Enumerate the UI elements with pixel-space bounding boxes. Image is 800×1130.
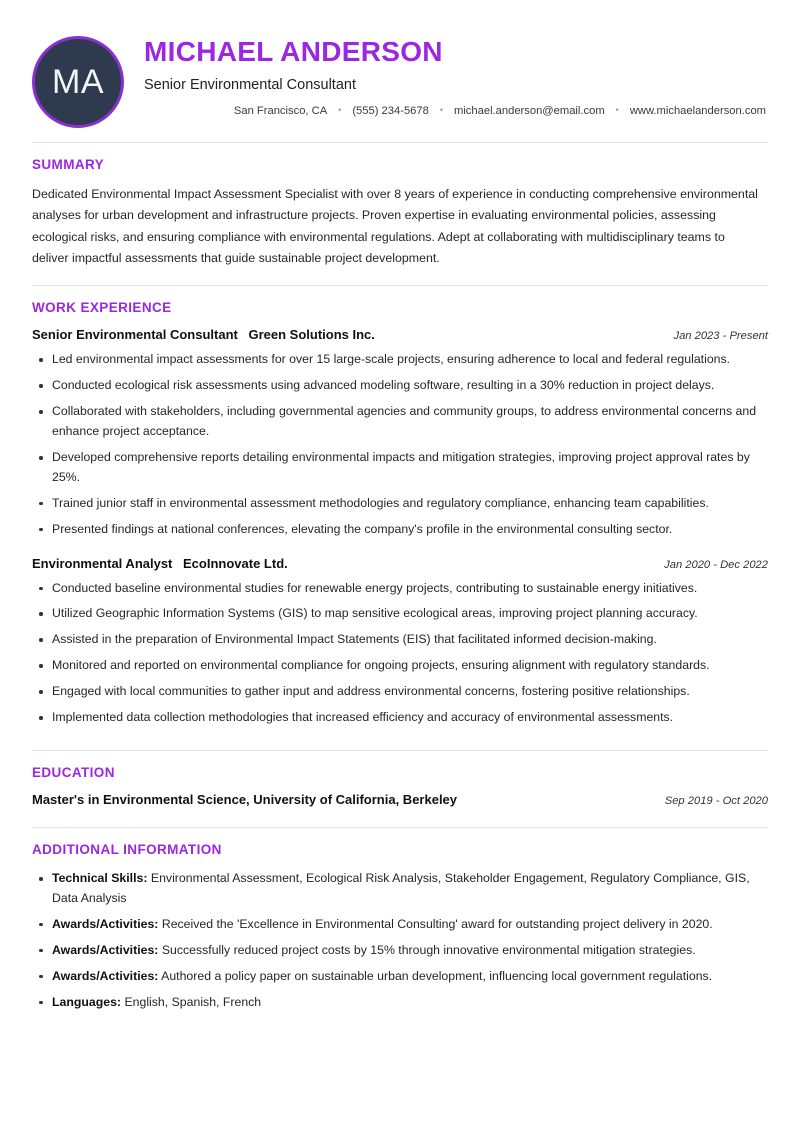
work-entry-bullets — [32, 579, 768, 728]
list-item — [32, 915, 768, 935]
info-label: Awards/Activities: — [52, 942, 159, 957]
work-entry-head — [32, 327, 768, 342]
list-item — [32, 941, 768, 961]
section-title-work-experience: WORK EXPERIENCE — [32, 300, 172, 316]
section-title-additional-information: ADDITIONAL INFORMATION — [32, 842, 222, 857]
work-entry-company: Green Solutions Inc. — [248, 327, 375, 343]
summary-text: Dedicated Environmental Impact Assessment Specialist with over 8 years of experience in conducting comprehensive environmental analyses for urban development and infrastructure projects. Proven expertise in evaluating environmental policies, assessing ecological risks, and ensuring compliance with environmental regulations. Adept at collaborating with multidisciplinary teams to deliver impactful assessments that guide sustainable project development. — [32, 187, 758, 265]
spacer — [32, 734, 768, 750]
education-entry-head — [32, 792, 768, 807]
work-entry-company: EcoInnovate Ltd. — [183, 555, 288, 571]
contact-separator-icon: • — [615, 105, 619, 116]
work-entry-date: Jan 2023 - Present — [673, 330, 768, 343]
page-title: MICHAEL ANDERSON — [144, 36, 443, 67]
section-summary — [32, 143, 768, 269]
list-item: Conducted baseline environmental studies for renewable energy projects, contributing to sustainable energy initiatives. — [32, 579, 768, 599]
list-item — [32, 869, 768, 909]
section-education — [32, 751, 768, 807]
list-item: Conducted ecological risk assessments using advanced modeling software, resulting in a 30% reduction in project delays. — [32, 376, 768, 396]
work-entry — [32, 327, 768, 539]
work-entry-title-line — [32, 556, 288, 571]
work-entry-head — [32, 556, 768, 571]
contact-separator-icon: • — [338, 105, 342, 116]
spacer — [32, 811, 768, 827]
work-entry-role: Senior Environmental Consultant — [32, 327, 238, 343]
list-item — [32, 993, 768, 1013]
contact-email[interactable]: michael.anderson@email.com — [454, 105, 605, 118]
list-item: Presented findings at national conferences, elevating the company's profile in the environmental consulting sector. — [32, 520, 768, 540]
section-work-experience — [32, 286, 768, 728]
education-degree: Master's in Environmental Science, University of California, Berkeley — [32, 792, 458, 807]
education-date: Sep 2019 - Oct 2020 — [664, 795, 768, 807]
avatar — [32, 36, 124, 128]
section-additional-information — [32, 828, 768, 1012]
spacer — [32, 269, 768, 285]
section-title-summary: SUMMARY — [32, 157, 105, 172]
list-item — [32, 967, 768, 987]
list-item: Led environmental impact assessments for over 15 large-scale projects, ensuring adherence to local and federal regulations. — [32, 350, 768, 370]
info-label: Awards/Activities: — [52, 916, 159, 931]
info-label: Languages: — [52, 994, 122, 1009]
contact-line — [144, 105, 768, 117]
header-job-title: Senior Environmental Consultant — [144, 77, 356, 94]
list-item: Monitored and reported on environmental compliance for ongoing projects, ensuring alignment with regulatory standards. — [32, 656, 768, 676]
contact-phone[interactable]: (555) 234-5678 — [352, 105, 429, 118]
additional-information-list — [32, 869, 768, 1012]
list-item: Engaged with local communities to gather input and address environmental concerns, fostering positive relationships. — [32, 682, 768, 702]
info-value: Environmental Assessment, Ecological Risk Analysis, Stakeholder Engagement, Regulatory Compliance, GIS, Data Analysis — [52, 871, 750, 905]
info-value: Received the 'Excellence in Environmental Consulting' award for outstanding project delivery in 2020. — [161, 916, 713, 931]
work-entry-title-line — [32, 327, 375, 342]
list-item: Utilized Geographic Information Systems (GIS) to map sensitive ecological areas, improving project planning accuracy. — [32, 604, 768, 624]
work-entry-role: Environmental Analyst — [32, 555, 173, 571]
list-item: Implemented data collection methodologies that increased efficiency and accuracy of environmental assessments. — [32, 708, 768, 728]
info-value: Successfully reduced project costs by 15% through innovative environmental mitigation strategies. — [161, 942, 696, 957]
resume-header — [32, 30, 768, 142]
work-entry — [32, 556, 768, 728]
list-item: Assisted in the preparation of Environmental Impact Statements (EIS) that facilitated informed decision-making. — [32, 630, 768, 650]
list-item: Developed comprehensive reports detailing environmental impacts and mitigation strategies, improving project approval rates by 25%. — [32, 448, 768, 488]
list-item: Collaborated with stakeholders, including governmental agencies and community groups, to address environmental concerns and enhance project acceptance. — [32, 402, 768, 442]
header-text-block — [124, 30, 768, 117]
info-value: English, Spanish, French — [124, 994, 262, 1009]
info-label: Technical Skills: — [52, 871, 148, 885]
list-item: Trained junior staff in environmental assessment methodologies and regulatory compliance, enhancing team capabilities. — [32, 494, 768, 514]
contact-separator-icon: • — [439, 105, 443, 116]
contact-website[interactable]: www.michaelanderson.com — [629, 105, 766, 118]
section-title-education: EDUCATION — [32, 765, 115, 780]
info-label: Awards/Activities: — [52, 968, 159, 983]
work-entry-bullets — [32, 350, 768, 539]
contact-location: San Francisco, CA — [233, 105, 328, 118]
avatar-initials: MA — [52, 62, 104, 101]
info-value: Authored a policy paper on sustainable urban development, influencing local government regulations. — [161, 968, 713, 983]
work-entry-date: Jan 2020 - Dec 2022 — [664, 558, 768, 571]
education-entry — [32, 792, 768, 807]
